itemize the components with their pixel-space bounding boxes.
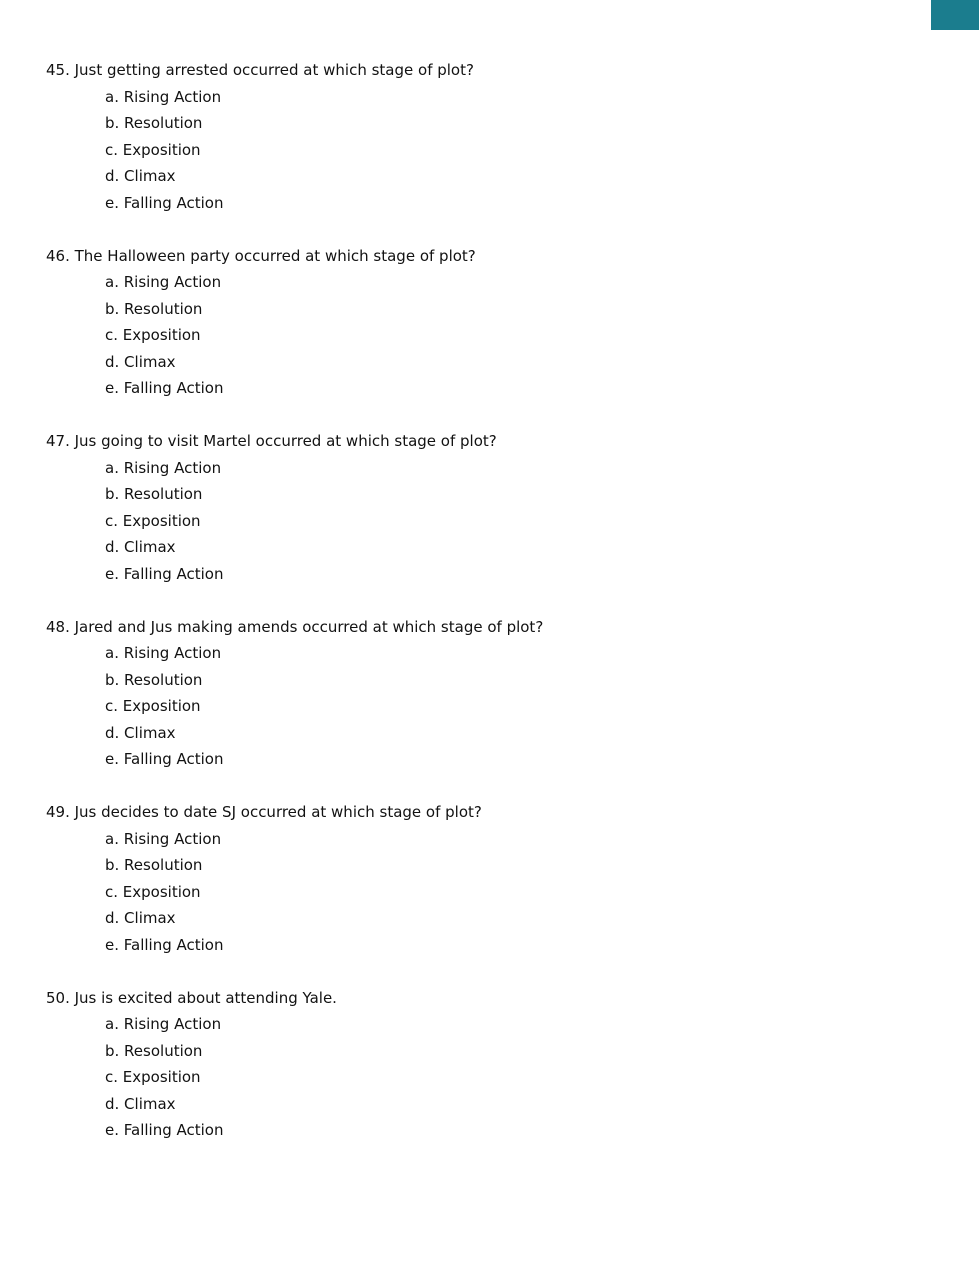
answer-option: a. Rising Action xyxy=(105,829,222,848)
answer-option: b. Resolution xyxy=(105,299,203,318)
answer-option: e. Falling Action xyxy=(105,935,224,954)
question-block xyxy=(46,243,939,402)
options-list xyxy=(105,1011,939,1144)
answer-option: a. Rising Action xyxy=(105,644,222,662)
question-text: 46. The Halloween party occurred at which stage of plot? xyxy=(46,246,476,265)
question-block xyxy=(46,985,939,1144)
options-list xyxy=(105,826,939,959)
teal-corner-marker xyxy=(931,0,979,30)
answer-option: b. Resolution xyxy=(105,114,203,132)
answer-option: c. Exposition xyxy=(105,1068,201,1086)
options-list xyxy=(105,640,939,773)
answer-option: d. Climax xyxy=(105,1094,176,1113)
options-list xyxy=(105,455,939,588)
answer-option: c. Exposition xyxy=(105,326,201,344)
answer-option: c. Exposition xyxy=(105,697,201,715)
answer-option: b. Resolution xyxy=(105,856,203,874)
answer-option: d. Climax xyxy=(105,909,176,927)
answer-option: b. Resolution xyxy=(105,1041,203,1060)
question-block xyxy=(46,428,939,587)
answer-option: a. Rising Action xyxy=(105,273,222,291)
answer-option: a. Rising Action xyxy=(105,87,222,106)
answer-option: b. Resolution xyxy=(105,670,203,689)
answer-option: c. Exposition xyxy=(105,140,201,159)
answer-option: a. Rising Action xyxy=(105,1015,222,1033)
answer-option: d. Climax xyxy=(105,352,176,371)
answer-option: c. Exposition xyxy=(105,511,201,530)
options-list xyxy=(105,84,939,217)
answer-option: e. Falling Action xyxy=(105,750,224,768)
answer-option: e. Falling Action xyxy=(105,564,224,583)
question-block xyxy=(46,57,939,216)
answer-option: d. Climax xyxy=(105,723,176,742)
answer-option: a. Rising Action xyxy=(105,458,222,477)
answer-option: e. Falling Action xyxy=(105,193,224,212)
answer-option: c. Exposition xyxy=(105,882,201,901)
question-text: 49. Jus decides to date SJ occurred at which stage of plot? xyxy=(46,803,482,821)
answer-option: e. Falling Action xyxy=(105,1121,224,1139)
answer-option: e. Falling Action xyxy=(105,379,224,397)
question-block xyxy=(46,614,939,773)
question-block xyxy=(46,799,939,958)
questions-list xyxy=(46,57,939,1144)
question-text: 45. Just getting arrested occurred at which stage of plot? xyxy=(46,61,474,79)
question-text: 48. Jared and Jus making amends occurred at which stage of plot? xyxy=(46,617,544,636)
options-list xyxy=(105,269,939,402)
question-text: 50. Jus is excited about attending Yale. xyxy=(46,988,337,1007)
answer-option: d. Climax xyxy=(105,167,176,185)
answer-option: b. Resolution xyxy=(105,485,203,503)
question-text: 47. Jus going to visit Martel occurred at which stage of plot? xyxy=(46,432,497,450)
answer-option: d. Climax xyxy=(105,538,176,556)
